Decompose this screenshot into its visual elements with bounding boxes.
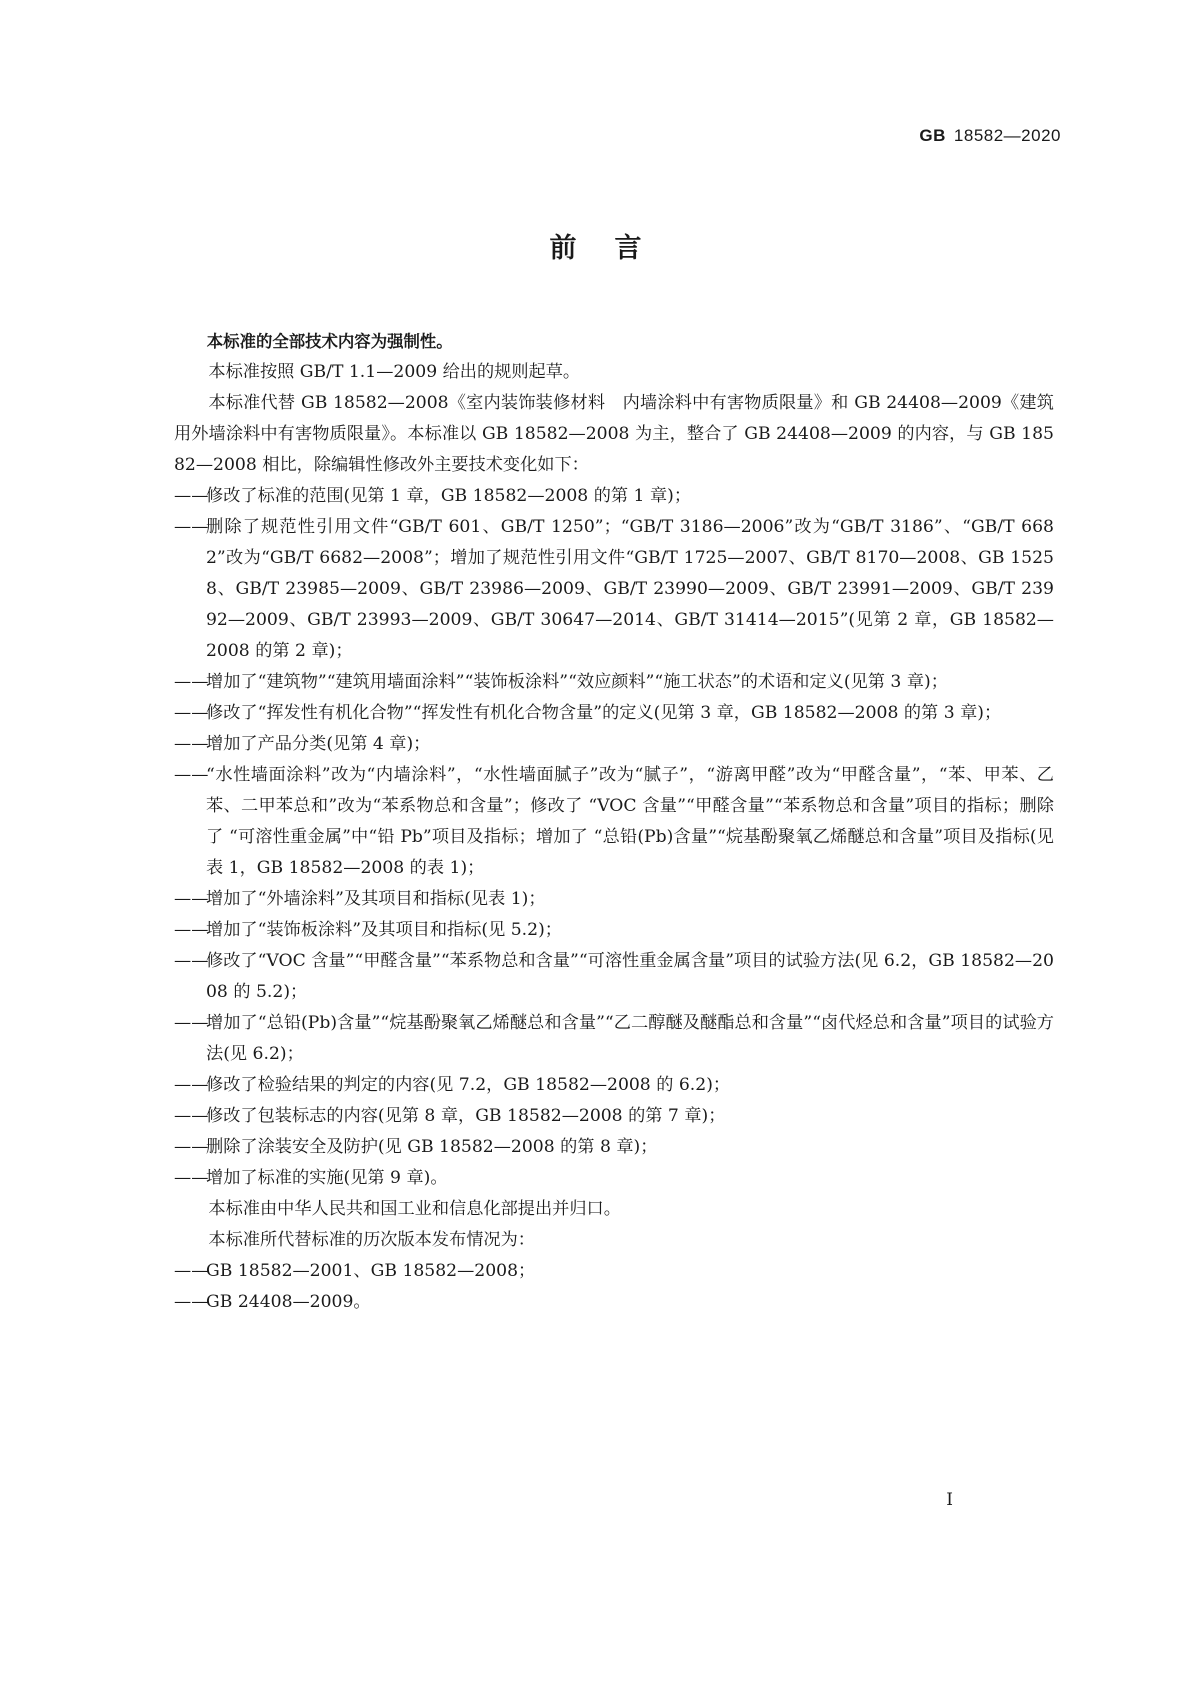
dash-marker: —— [174, 517, 209, 537]
list-item [140, 1070, 1054, 1101]
replacement-statement: 本标准代替 GB 18582—2008《室内装饰装修材料 内墙涂料中有害物质限量》和 GB 24408—2009《建筑用外墙涂料中有害物质限量》。本标准以 GB 18582—2008 为主，整合了 GB 24408—2009 的内容，与 GB 18582—2008 相比，除编辑性修改外主要技术变化如下： [174, 393, 1054, 475]
change-text: 增加了“装饰板涂料”及其项目和指标(见 5.2)； [206, 920, 562, 940]
technical-changes-list [174, 481, 1054, 1194]
document-code [919, 126, 1061, 146]
change-text: 修改了“挥发性有机化合物”“挥发性有机化合物含量”的定义(见第 3 章，GB 18582—2008 的第 3 章)； [206, 703, 1002, 723]
dash-marker: —— [174, 1261, 209, 1281]
change-text: 修改了标准的范围(见第 1 章，GB 18582—2008 的第 1 章)； [206, 486, 692, 506]
history-text: GB 24408—2009。 [206, 1292, 371, 1312]
list-item [140, 1163, 1054, 1194]
list-item [140, 729, 1054, 760]
list-item [140, 667, 1054, 698]
change-text: 增加了“建筑物”“建筑用墙面涂料”“装饰板涂料”“效应颜料”“施工状态”的术语和定义(见第 3 章)； [206, 672, 948, 692]
dash-marker: —— [174, 951, 209, 971]
mandatory-statement: 本标准的全部技术内容为强制性。 [206, 332, 453, 351]
change-text: 修改了包装标志的内容(见第 8 章，GB 18582—2008 的第 7 章)； [206, 1106, 726, 1126]
list-item [140, 1101, 1054, 1132]
dash-marker: —— [174, 703, 209, 723]
dash-marker: —— [174, 672, 209, 692]
list-item [140, 915, 1054, 946]
document-code-prefix: GB [919, 126, 946, 145]
change-text: 修改了“VOC 含量”“甲醛含量”“苯系物总和含量”“可溶性重金属含量”项目的试验方法(见 6.2，GB 18582—2008 的 5.2)； [206, 951, 1054, 1002]
dash-marker: —— [174, 1013, 209, 1033]
proposer-statement: 本标准由中华人民共和国工业和信息化部提出并归口。 [208, 1199, 621, 1219]
list-item [140, 481, 1054, 512]
dash-marker: —— [174, 1106, 209, 1126]
change-text: 删除了涂装安全及防护(见 GB 18582—2008 的第 8 章)； [206, 1137, 658, 1157]
list-item [140, 698, 1054, 729]
change-text: 增加了产品分类(见第 4 章)； [206, 734, 431, 754]
drafting-rule-statement: 本标准按照 GB/T 1.1—2009 给出的规则起草。 [208, 362, 581, 382]
dash-marker: —— [174, 486, 209, 506]
dash-marker: —— [174, 920, 209, 940]
dash-marker: —— [174, 734, 209, 754]
dash-marker: —— [174, 1168, 209, 1188]
change-text: 增加了标准的实施(见第 9 章)。 [206, 1168, 448, 1188]
change-text: 增加了“外墙涂料”及其项目和指标(见表 1)； [206, 889, 546, 909]
change-text: 修改了检验结果的判定的内容(见 7.2，GB 18582—2008 的 6.2)； [206, 1075, 731, 1095]
list-item [140, 512, 1054, 667]
page-title: 前言 [549, 233, 680, 264]
list-item [140, 760, 1054, 884]
list-item [140, 1287, 1054, 1318]
change-text: 增加了“总铅(Pb)含量”“烷基酚聚氧乙烯醚总和含量”“乙二醇醚及醚酯总和含量”“卤代烃总和含量”项目的试验方法(见 6.2)； [206, 1013, 1054, 1064]
dash-marker: —— [174, 1292, 209, 1312]
dash-marker: —— [174, 1137, 209, 1157]
change-text: “水性墙面涂料”改为“内墙涂料”，“水性墙面腻子”改为“腻子”，“游离甲醛”改为“甲醛含量”，“苯、甲苯、乙苯、二甲苯总和”改为“苯系物总和含量”；修改了 “VOC 含量”“甲醛含量”“苯系物总和含量”项目的指标；删除了 “可溶性重金属”中“铅 Pb”项目及指标；增加了 “总铅(Pb)含量”“烷基酚聚氧乙烯醚总和含量”项目及指标(见表 1，GB 18582—2008 的表 1)； [206, 765, 1054, 878]
dash-marker: —— [174, 889, 209, 909]
version-history-list [174, 1256, 1054, 1318]
foreword-body [174, 326, 1054, 1318]
list-item [140, 1256, 1054, 1287]
change-text: 删除了规范性引用文件“GB/T 601、GB/T 1250”；“GB/T 3186—2006”改为“GB/T 3186”、“GB/T 6682”改为“GB/T 6682—2008”；增加了规范性引用文件“GB/T 1725—2007、GB/T 8170—2008、GB 15258、GB/T 23985—2009、GB/T 23986—2009、GB/T 23990—2009、GB/T 23991—2009、GB/T 23992—2009、GB/T 23993—2009、GB/T 30647—2014、GB/T 31414—2015”(见第 2 章，GB 18582—2008 的第 2 章)； [206, 517, 1054, 661]
list-item [140, 946, 1054, 1008]
list-item [140, 1132, 1054, 1163]
document-code-number: 18582—2020 [953, 126, 1061, 145]
page-number: I [946, 1490, 953, 1510]
list-item [140, 1008, 1054, 1070]
history-text: GB 18582—2001、GB 18582—2008； [206, 1261, 536, 1281]
dash-marker: —— [174, 765, 209, 785]
dash-marker: —— [174, 1075, 209, 1095]
history-intro-statement: 本标准所代替标准的历次版本发布情况为： [208, 1230, 535, 1250]
list-item [140, 884, 1054, 915]
